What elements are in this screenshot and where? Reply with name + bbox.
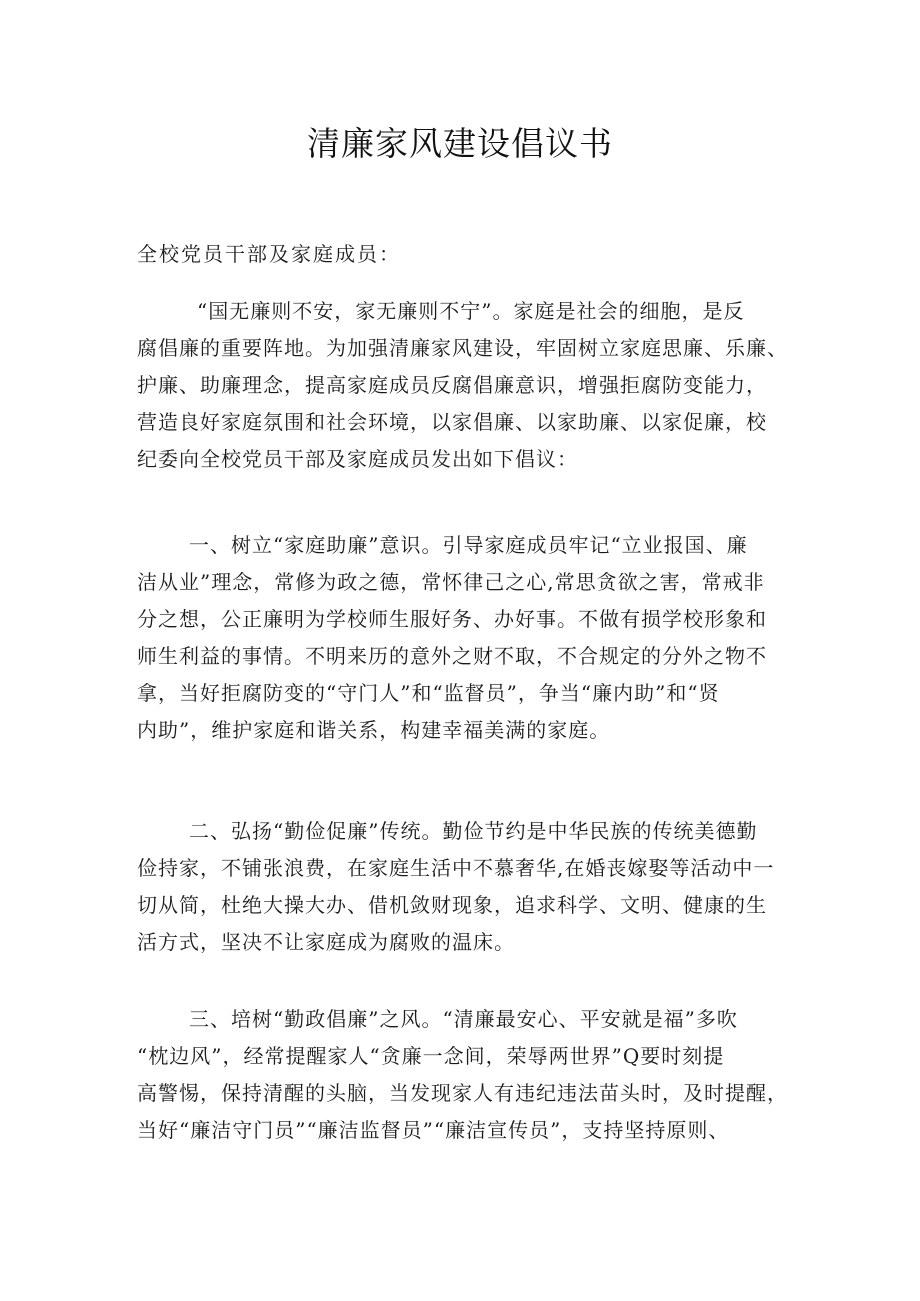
- paragraph-line: 活方式，坚决不让家庭成为腐败的温床。: [137, 930, 515, 954]
- paragraph-intro: [137, 293, 797, 478]
- paragraph-line: 三、培树“勤政倡廉”之风。“清廉最安心、平安就是福”多吹: [189, 1007, 738, 1031]
- paragraph-line: 洁从业”理念，常修为政之德，常怀律己之心,常思贪欲之害，常戒非: [137, 570, 765, 594]
- paragraph-line: 腐倡廉的重要阵地。为加强清廉家风建设，牢固树立家庭思廉、乐廉、: [137, 336, 788, 360]
- paragraph-line: 切从简，杜绝大操大办、借机敛财现象，追求科学、文明、健康的生: [137, 893, 767, 917]
- paragraph-line: 护廉、助廉理念，提高家庭成员反腐倡廉意识，增强拒腐防变能力，: [137, 373, 767, 397]
- paragraph-line: 分之想，公正廉明为学校师生服好务、办好事。不做有损学校形象和: [137, 607, 767, 631]
- paragraph-line: 一、树立“家庭助廉”意识。引导家庭成员牢记“立业报国、廉: [189, 533, 748, 557]
- document-title: 清廉家风建设倡议书: [307, 124, 613, 163]
- paragraph-line: 高警惕，保持清醒的头脑，当发现家人有违纪违法苗头时，及时提醒，: [137, 1081, 788, 1105]
- paragraph-line: “枕边风”，经常提醒家人“贪廉一念间，荣辱两世界”Q要时刻提: [137, 1044, 725, 1068]
- paragraph-line: 内助”，维护家庭和谐关系，构建幸福美满的家庭。: [137, 718, 611, 742]
- paragraph-line: 当好“廉洁守门员”“廉洁监督员”“廉洁宣传员”，支持坚持原则、: [137, 1118, 730, 1142]
- paragraph-line: “国无廉则不安，家无廉则不宁”。家庭是社会的细胞，是反: [197, 299, 745, 323]
- paragraph-line: 俭持家，不铺张浪费，在家庭生活中不慕奢华,在婚丧嫁娶等活动中一: [137, 856, 775, 880]
- paragraph-line: 师生利益的事情。不明来历的意外之财不取，不合规定的分外之物不: [137, 644, 767, 668]
- salutation: 全校党员干部及家庭成员：: [137, 242, 401, 266]
- paragraph-line: 二、弘扬“勤俭促廉”传统。勤俭节约是中华民族的传统美德勤: [189, 819, 758, 843]
- paragraph-line: 纪委向全校党员干部及家庭成员发出如下倡议：: [137, 447, 578, 471]
- paragraph-line: 营造良好家庭氛围和社会环境，以家倡廉、以家助廉、以家促廉，校: [137, 410, 767, 434]
- paragraph-section-3: [137, 1001, 797, 1149]
- paragraph-section-2: [137, 813, 797, 961]
- paragraph-line: 拿，当好拒腐防变的“守门人”和“监督员”，争当“廉内助”和“贤: [137, 681, 720, 705]
- paragraph-section-1: [137, 527, 797, 749]
